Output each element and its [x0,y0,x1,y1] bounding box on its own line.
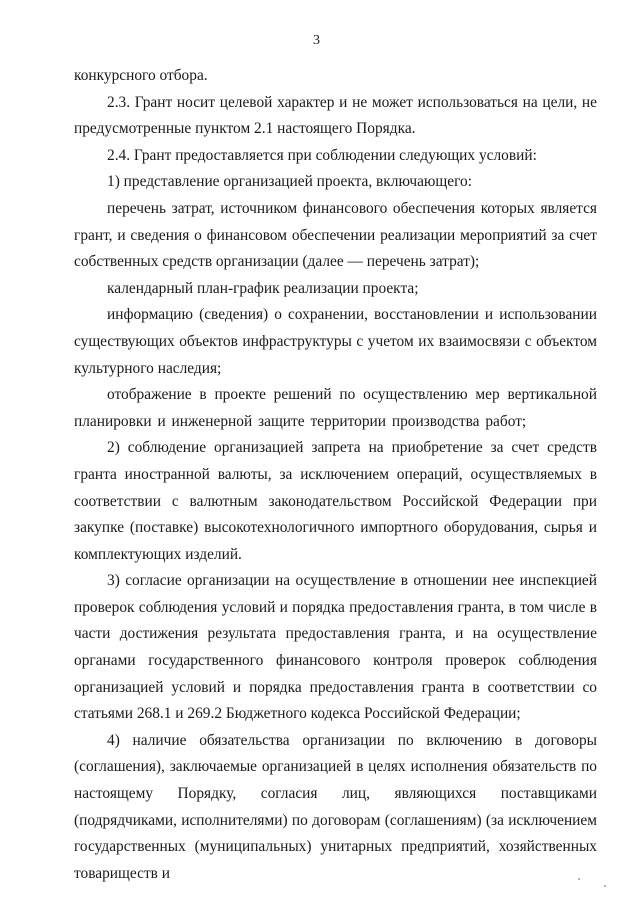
paragraph-condition-3: 3) согласие организации на осуществление в отношении нее инспекцией проверок соблюдения условий и порядка предоставления гранта, в том числе в части достижения результата предоставления гранта, и на осуществление органами государственного финансового контроля проверок соблюдения организацией условий и порядка предоставления гранта в соответствии со статьями 268.1 и 269.2 Бюджетного кодекса Российской Федерации; [74,572,597,723]
paragraph-continuation: конкурсного отбора. [74,67,208,84]
paragraph-2-4: 2.4. Грант предоставляется при соблюдении следующих условий: [107,146,537,164]
paragraph-2-3: 2.3. Грант носит целевой характер и не может использоваться на цели, не предусмотренные пунктом 2.1 настоящего Порядка. [74,93,597,138]
paragraph-condition-2: 2) соблюдение организацией запрета на приобретение за счет средств гранта иностранной валюты, за исключением операций, осуществляемых в соответствии с валютным законодательством Российской Федерации при закупке (поставке) высокотехнологичного импортного оборудования, сырья и комплектующих изделий. [74,439,597,563]
scan-speck [604,885,606,887]
paragraph-cost-list: перечень затрат, источником финансового обеспечения которых является грант, и сведения о финансовом обеспечении реализации мероприятий за счет собственных средств организации (далее — перечень затрат); [74,199,597,271]
document-body [74,63,597,887]
scan-speck [578,878,580,880]
page-number: 3 [313,33,320,48]
paragraph-schedule: календарный план-график реализации проекта; [107,279,419,297]
paragraph-condition-4: 4) наличие обязательства организации по включению в договоры (соглашения), заключаемые организацией в целях исполнения обязательств по настоящему Порядку, согласия лиц, являющихся поставщиками (подрядчиками, исполнителями) по договорам (соглашениям) (за исключением государственных (муниципальных) унитарных предприятий, хозяйственных товариществ и [74,731,597,882]
paragraph-infrastructure: информацию (сведения) о сохранении, восстановлении и использовании существующих объектов инфраструктуры с учетом их взаимосвязи с объектом культурного наследия; [74,306,597,377]
paragraph-condition-1: 1) представление организацией проекта, включающего: [107,173,473,191]
paragraph-planning: отображение в проекте решений по осуществлению мер вертикальной планировки и инженерной защите территории производства работ; [74,386,597,430]
